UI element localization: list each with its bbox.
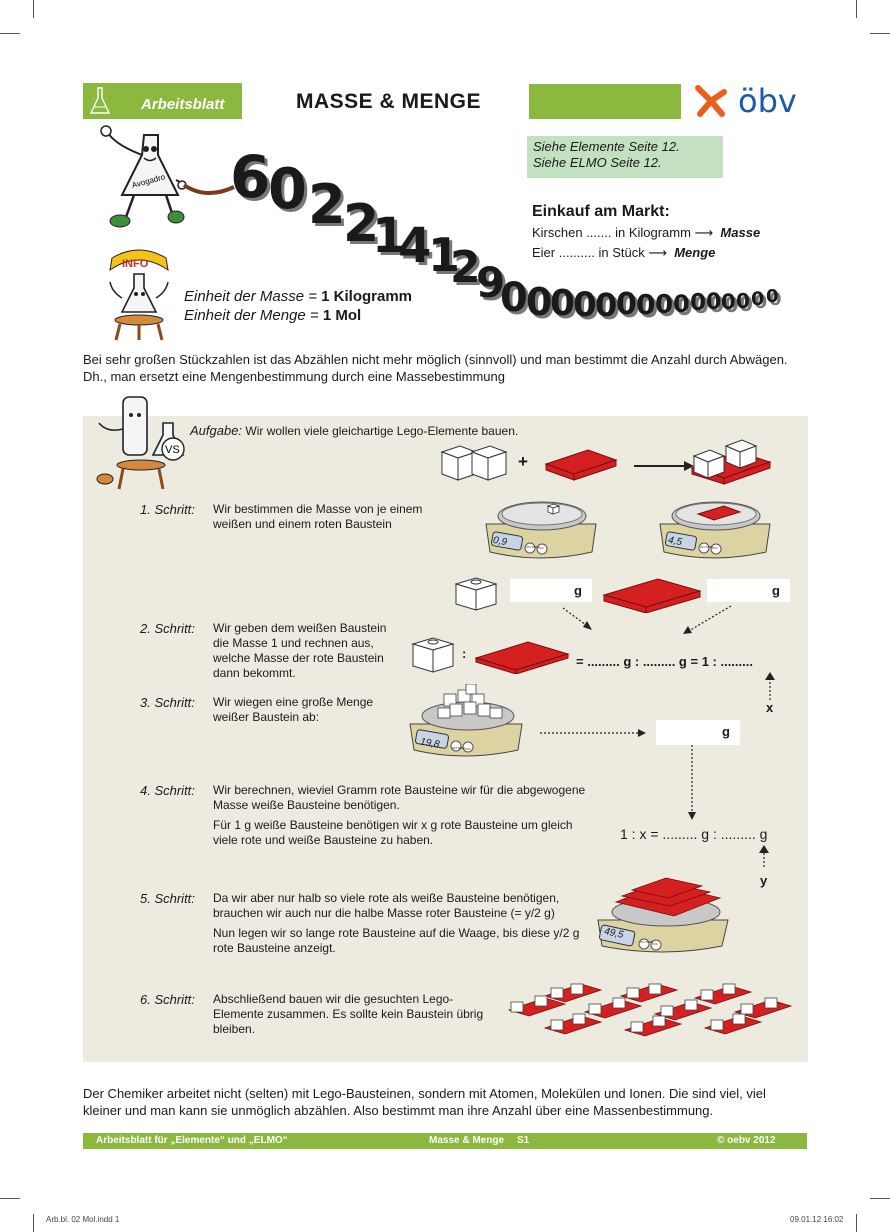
avogadro-digit: 0 [550, 283, 576, 324]
market-row-text: Kirschen ....... in Kilogramm ⟶ [532, 225, 714, 240]
white-brick [411, 634, 456, 674]
step-line: viele rote und weiße Bausteine zu haben. [213, 833, 434, 847]
step-line: Wir geben dem weißen Baustein [213, 621, 387, 635]
intro-line: Bei sehr großen Stückzahlen ist das Abzählen nicht mehr möglich (sinnvoll) und man bestimmt die Anzahl durch Abwägen. [83, 352, 788, 367]
footer-copyright: © oebv 2012 [717, 1135, 776, 1146]
avogadro-digit: 0 [573, 285, 597, 325]
page-title: MASSE & MENGE [296, 90, 482, 113]
avogadro-digit: 0 [500, 275, 528, 321]
step-line: welche Masse der rote Baustein [213, 651, 384, 665]
step-line: Elemente zusammen. Es sollte kein Baustein übrig [213, 1007, 484, 1021]
avogadro-digit: 2 [343, 194, 380, 254]
outro-line: kleiner und man kann sie unmöglich abzählen. Also bestimmt man ihre Anzahl über eine Massenbestimmung. [83, 1103, 714, 1118]
division-colon: : [462, 646, 467, 661]
outro-paragraph [83, 1085, 813, 1119]
scale-tare-label: ON TARE [452, 746, 466, 750]
avogadro-digit: 1 [372, 208, 406, 264]
white-bricks-mass-box [656, 720, 740, 745]
scale-off-label: OFF [538, 546, 544, 550]
outro-line: Der Chemiker arbeitet nicht (selten) mit Lego-Bausteinen, sondern mit Atomen, Molekülen und Ionen. Die sind viel, viel [83, 1086, 766, 1101]
unit-g: g [574, 583, 582, 598]
task-label: Aufgabe: [190, 423, 243, 438]
avogadro-digit: 6 [230, 143, 271, 211]
scale-tare-label: ON TARE [526, 545, 540, 549]
amount-unit-prefix: Einheit der Menge = [184, 307, 323, 324]
unit-g: g [722, 724, 730, 739]
step-line: Wir berechnen, wieviel Gramm rote Bausteine wir für die abgewogene [213, 783, 586, 797]
market-row-text: Eier .......... in Stück ⟶ [532, 245, 667, 260]
scale-tare-label: ON TARE [700, 545, 714, 549]
step-label: 5. Schritt: [140, 891, 195, 906]
footer-topic: Masse & Menge [429, 1135, 505, 1146]
avogadro-digit: 0 [268, 157, 307, 222]
scale-many-red-bricks [592, 876, 734, 956]
worksheet-label: Arbeitsblatt [141, 96, 225, 113]
avogadro-digit: 4 [398, 218, 432, 274]
avogadro-digit: 0 [751, 288, 765, 310]
avogadro-digit: 0 [721, 290, 736, 314]
avogadro-digit: 0 [595, 286, 618, 324]
footer-left: Arbeitsblatt für „Elemente“ und „ELMO“ [96, 1135, 288, 1146]
reference-line: Siehe ELMO Seite 12. [533, 155, 662, 170]
scale-display: 49,5 [603, 926, 625, 941]
avogadro-digit: 0 [616, 287, 637, 322]
print-slug-date: 09.01.12 16:02 [790, 1215, 844, 1224]
avogadro-digit: 2 [450, 242, 481, 293]
plus-sign: + [518, 452, 528, 471]
avogadro-digit: 0 [636, 288, 656, 321]
avogadro-digit: 0 [673, 290, 690, 318]
scale-display: 4,5 [667, 534, 683, 549]
step-line: dann bekommt. [213, 666, 296, 680]
flask-label: Avogadro [130, 172, 167, 190]
assembled-lego-elements [505, 982, 795, 1050]
step-line: weißer Baustein ab: [213, 710, 320, 724]
avogadro-digit: 2 [308, 173, 346, 236]
print-slug-file: Arb.bl. 02 Mol.indd 1 [46, 1215, 120, 1224]
reference-line: Siehe Elemente Seite 12. [533, 139, 680, 154]
step-label: 4. Schritt: [140, 783, 195, 798]
info-label: INFO [122, 258, 149, 270]
step-line: weißen und einem roten Baustein [213, 517, 392, 531]
step-label: 1. Schritt: [140, 502, 195, 517]
scale-display: 0,9 [492, 534, 508, 549]
step-label: 2. Schritt: [140, 621, 195, 636]
variable-y: y [760, 873, 768, 888]
brand-name: öbv [738, 82, 797, 120]
scale-tare-label: ON TARE [640, 940, 654, 944]
ratio-equation-step2: = ......... g : ......... g = 1 : ......... [576, 654, 753, 669]
step-line: rote Bausteine anzeigt. [213, 941, 336, 955]
avogadro-digit: 0 [736, 289, 750, 313]
step-line: Für 1 g weiße Bausteine benötigen wir x g rote Bausteine um gleich [213, 818, 573, 832]
avogadro-digit: 0 [655, 290, 674, 320]
step-line: bleiben. [213, 1022, 256, 1036]
step-line: Masse weiße Bausteine benötigen. [213, 798, 400, 812]
step-label: 6. Schritt: [140, 992, 195, 1007]
unit-g: g [772, 583, 780, 598]
avogadro-digit: 0 [706, 290, 722, 315]
step-label: 3. Schritt: [140, 695, 195, 710]
footer-bar [83, 1133, 807, 1149]
avogadro-digit: 0 [690, 290, 707, 316]
step-line: Wir bestimmen die Masse von je einem [213, 502, 423, 516]
amount-unit-value: 1 Mol [322, 307, 362, 324]
red-brick [472, 640, 572, 674]
mass-unit-value: 1 Kilogramm [321, 288, 413, 305]
ratio-equation-step4: 1 : x = ......... g : ......... g [620, 826, 768, 842]
step-line: Abschließend bauen wir die gesuchten Lego- [213, 992, 454, 1006]
market-row-term: Masse [720, 225, 761, 240]
step-line: Da wir aber nur halb so viele rote als weiße Bausteine benötigen, [213, 891, 560, 905]
market-row-term: Menge [674, 245, 716, 260]
step-line: die Masse 1 und rechnen aus, [213, 636, 374, 650]
avogadro-digit: 0 [766, 286, 779, 307]
step-line: brauchen wir auch nur die halbe Masse roter Bausteine (= y/2 g) [213, 906, 555, 920]
variable-x: x [766, 700, 774, 715]
avogadro-digit: 1 [428, 228, 461, 282]
market-title: Einkauf am Markt: [532, 203, 670, 220]
scale-display: 19,8 [419, 736, 441, 751]
avogadro-digit: 9 [476, 258, 506, 307]
intro-line: Dh., man ersetzt eine Mengenbestimmung durch eine Massebestimmung [83, 369, 505, 384]
step-line: Wir wiegen eine große Menge [213, 695, 374, 709]
task-text: Wir wollen viele gleichartige Lego-Elemente bauen. [242, 424, 519, 438]
scale-off-label: OFF [652, 942, 658, 946]
scale-off-label: OFF [465, 747, 471, 751]
scale-off-label: OFF [712, 546, 718, 550]
versus-label: VS [165, 444, 180, 456]
step-line: Nun legen wir so lange rote Bausteine auf die Waage, bis diese y/2 g [213, 926, 580, 940]
footer-page: S1 [517, 1135, 530, 1146]
mass-unit-prefix: Einheit der Masse = [184, 288, 322, 305]
avogadro-digit: 0 [526, 280, 553, 324]
